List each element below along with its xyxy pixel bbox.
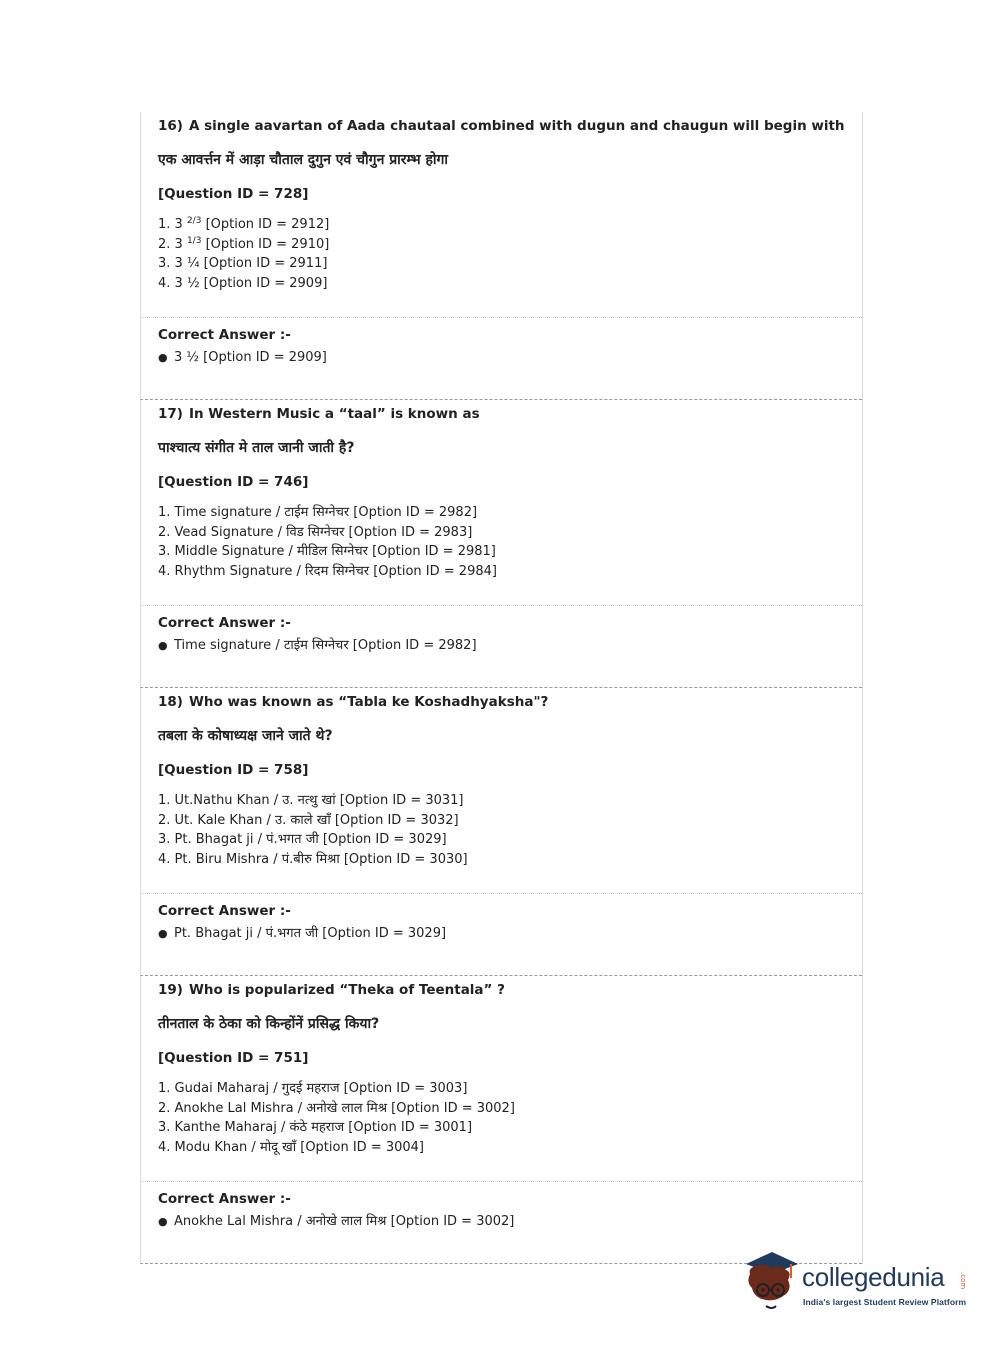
question-number: 16) [158, 118, 183, 134]
question-title [158, 403, 862, 425]
correct-answer-label: Correct Answer :- [158, 903, 291, 919]
correct-answer-value [158, 923, 862, 945]
question-number: 19) [158, 982, 183, 998]
options-list [158, 503, 862, 581]
logo-brand: collegedunia [802, 1262, 945, 1292]
question-text: In Western Music a “taal” is known as [188, 406, 480, 422]
option-text: 4. 3 ½ [Option ID = 2909] [158, 275, 328, 291]
option-text: 4. Modu Khan / मोदू खाँ [Option ID = 3004] [158, 1139, 425, 1155]
option-item [158, 235, 862, 255]
collegedunia-logo [742, 1250, 972, 1320]
option-item [158, 830, 862, 850]
correct-answer-label: Correct Answer :- [158, 615, 291, 631]
option-item [158, 503, 862, 523]
correct-answer-value [158, 347, 862, 369]
bullet-icon: ● [158, 639, 168, 652]
question-text: Who is popularized “Theka of Teentala” ? [188, 982, 505, 998]
option-text: 3. Kanthe Maharaj / कंठे महराज [Option ID = 3001] [158, 1120, 473, 1135]
option-item [158, 562, 862, 582]
question-title [158, 115, 862, 137]
option-item [158, 542, 862, 562]
option-text: 3. Middle Signature / मीडिल सिग्नेचर [Option ID = 2981] [158, 544, 496, 559]
question-hindi: तीनताल के ठेका को किन्होंनें प्रसिद्ध किया? [158, 1016, 380, 1032]
question-part [141, 976, 862, 1181]
option-text: 1. 3 [158, 217, 187, 232]
question-id: [Question ID = 758] [158, 762, 309, 778]
option-item [158, 811, 862, 831]
question-title [158, 979, 862, 1001]
option-text: 2. Vead Signature / विड सिग्नेचर [Option ID = 2983] [158, 524, 473, 540]
logo-tagline: India's largest Student Review Platform [803, 1297, 967, 1307]
question-part [141, 400, 862, 605]
option-text: 4. Pt. Biru Mishra / पं.बीरु मिश्रा [Option ID = 3030] [158, 851, 468, 867]
bullet-icon: ● [158, 351, 168, 364]
option-item [158, 215, 862, 235]
question-text: A single aavartan of Aada chautaal combined with dugun and chaugun will begin with [188, 118, 845, 134]
option-text: 2. 3 [158, 236, 187, 252]
option-text: 1. Gudai Maharaj / गुदई महराज [Option ID = 3003] [158, 1081, 468, 1096]
option-item [158, 274, 862, 294]
correct-answer-text: Time signature / टाईम सिग्नेचर [Option ID = 2982] [174, 638, 477, 653]
question-part [141, 112, 862, 317]
correct-answer-text: Anokhe Lal Mishra / अनोखे लाल मिश्र [Option ID = 3002] [174, 1214, 515, 1229]
options-list [158, 791, 862, 869]
option-text: 2. Anokhe Lal Mishra / अनोखे लाल मिश्र [Option ID = 3002] [158, 1100, 515, 1116]
option-text: 3. Pt. Bhagat ji / पं.भगत जी [Option ID = 3029] [158, 832, 447, 847]
bullet-icon: ● [158, 1215, 168, 1228]
option-item [158, 254, 862, 274]
options-list [158, 215, 862, 293]
option-id-text: [Option ID = 2910] [201, 236, 330, 252]
option-text: 1. Time signature / टाईम सिग्नेचर [Option ID = 2982] [158, 505, 478, 520]
option-text: 2. Ut. Kale Khan / उ. काले खाँ [Option ID = 3032] [158, 812, 459, 828]
option-item [158, 850, 862, 870]
option-item [158, 1079, 862, 1099]
question-number: 17) [158, 406, 183, 422]
correct-answer-part [141, 1182, 862, 1240]
question-title [158, 691, 862, 713]
option-item [158, 1118, 862, 1138]
question-block [140, 400, 862, 688]
bullet-icon: ● [158, 927, 168, 940]
correct-answer-value [158, 1211, 862, 1233]
correct-answer-label: Correct Answer :- [158, 327, 291, 343]
option-item [158, 523, 862, 543]
question-id: [Question ID = 728] [158, 186, 309, 202]
question-sheet [140, 112, 863, 1264]
option-item [158, 1138, 862, 1158]
option-item [158, 1099, 862, 1119]
option-item [158, 791, 862, 811]
graduate-mascot-icon [742, 1250, 802, 1320]
question-number: 18) [158, 694, 183, 710]
correct-answer-part [141, 606, 862, 664]
option-fraction: 2/3 [186, 216, 202, 226]
option-id-text: [Option ID = 2912] [201, 217, 330, 232]
question-hindi: पाश्चात्य संगीत मे ताल जानी जाती है? [158, 440, 355, 456]
option-fraction: 1/3 [186, 235, 202, 246]
question-block [140, 688, 862, 976]
logo-com: .com [959, 1272, 967, 1290]
correct-answer-part [141, 318, 862, 376]
question-hindi: तबला के कोषाध्यक्ष जाने जाते थे? [158, 728, 333, 744]
option-text: 1. Ut.Nathu Khan / उ. नत्थु खां [Option ID = 3031] [158, 793, 464, 808]
question-text: Who was known as “Tabla ke Koshadhyaksha"? [188, 694, 549, 710]
correct-answer-text: 3 ½ [Option ID = 2909] [174, 350, 327, 365]
question-block [140, 976, 862, 1264]
correct-answer-text: Pt. Bhagat ji / पं.भगत जी [Option ID = 3029] [174, 926, 447, 941]
question-hindi: एक आवर्त्तन में आड़ा चौताल दुगुन एवं चौगुन प्रारम्भ होगा [158, 152, 449, 168]
option-text: 3. 3 ¼ [Option ID = 2911] [158, 256, 328, 271]
question-part [141, 688, 862, 893]
question-id: [Question ID = 751] [158, 1050, 309, 1066]
option-text: 4. Rhythm Signature / रिदम सिग्नेचर [Option ID = 2984] [158, 563, 497, 579]
correct-answer-value [158, 635, 862, 657]
question-block [140, 112, 862, 400]
options-list [158, 1079, 862, 1157]
question-id: [Question ID = 746] [158, 474, 309, 490]
correct-answer-label: Correct Answer :- [158, 1191, 291, 1207]
correct-answer-part [141, 894, 862, 952]
